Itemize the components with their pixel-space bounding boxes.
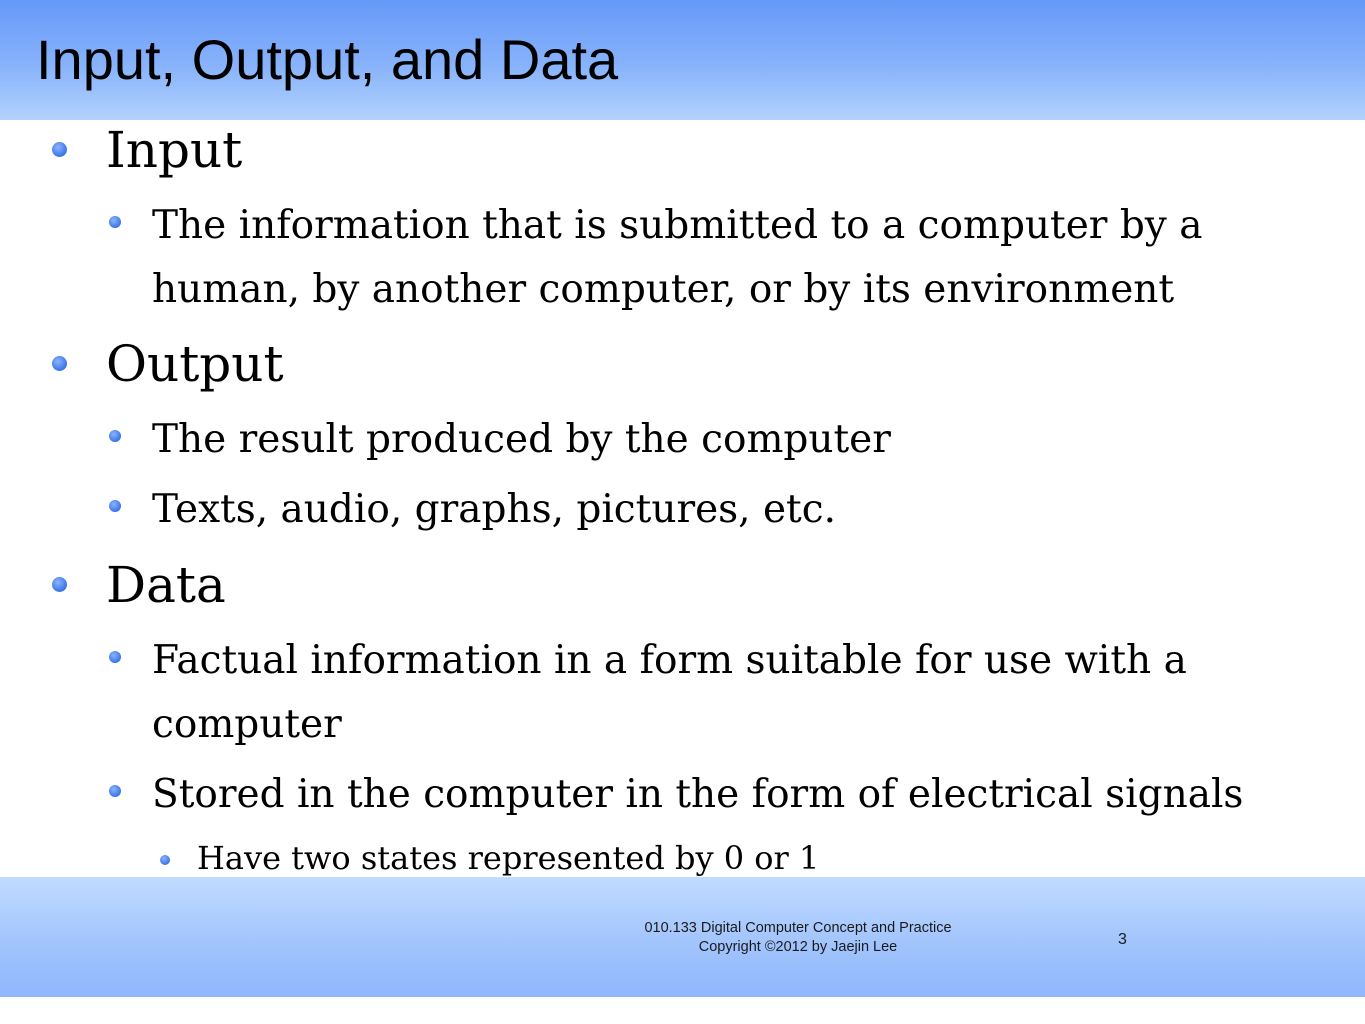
- section-heading-input: [106, 120, 242, 180]
- bullet-point-text: The result produced by the computer: [152, 417, 891, 462]
- bullet-point-data-storage: [152, 763, 1302, 827]
- bullet-point-text: Factual information in a form suitable for use with a computer: [152, 638, 1187, 747]
- footer-copyright-line: Copyright ©2012 by Jaejin Lee: [698, 939, 898, 955]
- section-heading-text: Data: [106, 556, 226, 614]
- sub-bullet-point-text: Have two states represented by 0 or 1: [197, 839, 820, 877]
- footer-credit: [598, 919, 998, 957]
- bullet-point-text: Stored in the computer in the form of electrical signals: [152, 772, 1244, 817]
- bullet-point-output-definition: [152, 408, 1302, 472]
- bullet-icon: [109, 216, 121, 228]
- bullet-point-data-definition: [152, 629, 1302, 757]
- sub-bullet-point-two-states: [197, 838, 819, 878]
- bullet-point-output-examples: [152, 478, 1302, 542]
- bullet-icon: [109, 651, 121, 663]
- bullet-point-text: Texts, audio, graphs, pictures, etc.: [152, 487, 836, 532]
- bullet-point-input-definition: [152, 194, 1302, 322]
- section-heading-data: [106, 555, 226, 615]
- footer-course-line: 010.133 Digital Computer Concept and Practice: [644, 920, 952, 936]
- bullet-icon: [109, 785, 121, 797]
- section-heading-text: Output: [106, 335, 284, 393]
- slide-footer: [0, 877, 1365, 997]
- bullet-icon: [52, 142, 67, 157]
- page-number: 3: [1118, 931, 1127, 948]
- slide-title: Input, Output, and Data: [36, 28, 619, 91]
- bullet-icon: [52, 577, 67, 592]
- bullet-icon: [52, 356, 67, 371]
- section-heading-output: [106, 334, 284, 394]
- bullet-icon: [109, 500, 121, 512]
- bullet-icon: [160, 855, 170, 865]
- bullet-point-text: The information that is submitted to a computer by a human, by another computer, or by its environment: [152, 203, 1203, 312]
- slide-header: [0, 0, 1365, 120]
- bullet-icon: [109, 430, 121, 442]
- section-heading-text: Input: [106, 121, 243, 179]
